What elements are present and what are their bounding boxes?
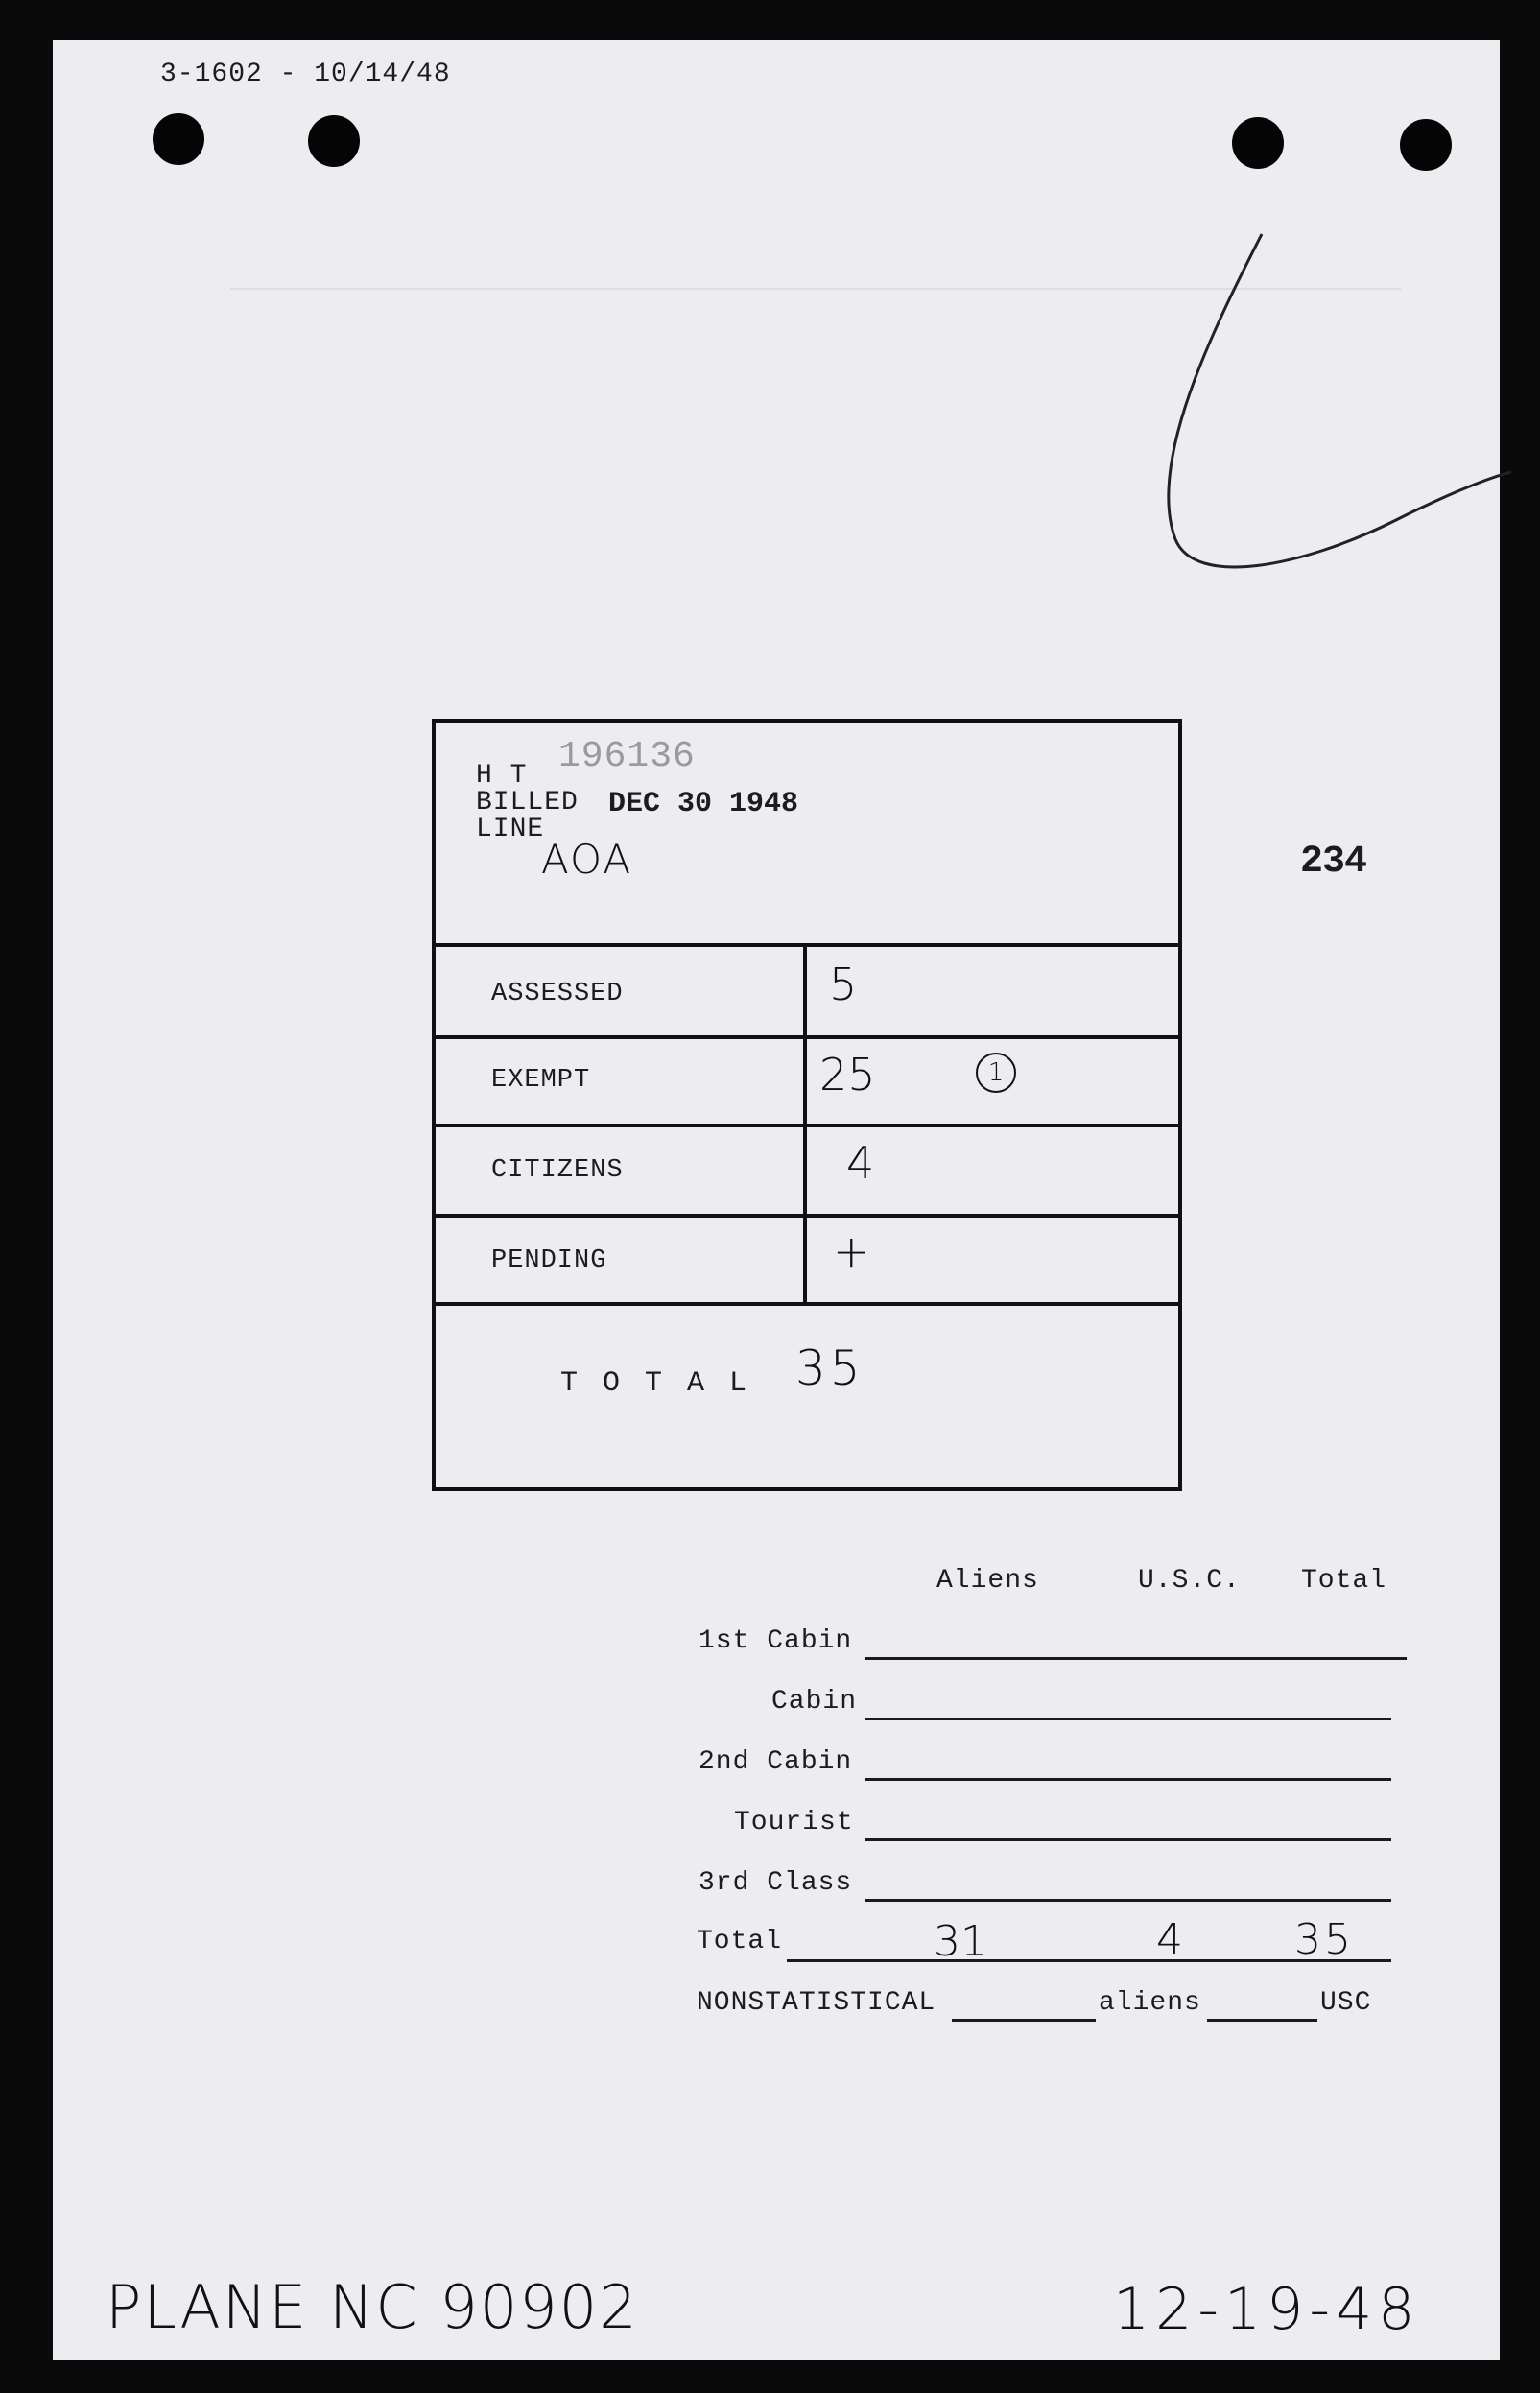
row-value-pending: + <box>833 1225 870 1277</box>
nonstatistical-aliens-label: aliens <box>1099 1988 1201 2018</box>
billed-date-stamp: DEC 30 1948 <box>608 788 799 820</box>
row-label-exempt: EXEMPT <box>491 1066 591 1095</box>
total-usc-value: 4 <box>1156 1915 1183 1964</box>
row-value-exempt: 25 <box>819 1049 876 1101</box>
row-label-pending: PENDING <box>491 1246 607 1275</box>
head-tax-box <box>432 719 1182 1491</box>
fill-line <box>865 1899 1391 1902</box>
nonstatistical-usc-label: USC <box>1320 1988 1372 2018</box>
circled-mark: 1 <box>976 1053 1016 1093</box>
row-label-tourist: Tourist <box>734 1808 854 1837</box>
ht-number-stamp: 196136 <box>558 736 696 777</box>
divider <box>436 1214 1178 1218</box>
form-number: 3-1602 - 10/14/48 <box>160 59 451 89</box>
total-label: T O T A L <box>560 1367 751 1400</box>
row-label-citizens: CITIZENS <box>491 1156 624 1185</box>
document-sheet <box>53 40 1500 2360</box>
row-label-cabin: Cabin <box>771 1687 858 1717</box>
total-total-value: 35 <box>1294 1915 1354 1964</box>
fill-line <box>865 1838 1391 1841</box>
column-header-aliens: Aliens <box>936 1566 1039 1596</box>
column-divider <box>803 945 807 1302</box>
punch-hole-1 <box>153 113 204 165</box>
row-value-assessed: 5 <box>829 959 858 1010</box>
pen-stroke-mark <box>1108 184 1511 616</box>
column-header-usc: U.S.C. <box>1138 1566 1241 1596</box>
fill-line <box>865 1778 1391 1781</box>
divider <box>436 943 1178 947</box>
fill-line <box>865 1718 1391 1720</box>
date-note: 12-19-48 <box>1113 2276 1421 2343</box>
line-value: AOA <box>541 836 633 883</box>
punch-hole-2 <box>308 115 360 167</box>
billed-label: BILLED <box>476 788 579 817</box>
row-label-3rd-class: 3rd Class <box>699 1868 853 1898</box>
total-value: 35 <box>795 1340 865 1396</box>
punch-hole-4 <box>1400 119 1452 171</box>
column-header-total: Total <box>1301 1566 1387 1596</box>
page-number: 234 <box>1300 841 1367 884</box>
ht-label: H T <box>476 761 528 791</box>
divider <box>436 1124 1178 1127</box>
nonstatistical-label: NONSTATISTICAL <box>697 1988 936 2018</box>
row-label-2nd-cabin: 2nd Cabin <box>699 1747 853 1777</box>
fill-line <box>1207 2019 1317 2022</box>
divider <box>436 1302 1178 1306</box>
fill-line <box>952 2019 1096 2022</box>
row-label-total: Total <box>697 1927 783 1956</box>
line-label: LINE <box>476 815 545 844</box>
punch-hole-3 <box>1232 117 1284 169</box>
total-aliens-value: 31 <box>934 1917 987 1966</box>
plane-note: PLANE NC 90902 <box>106 2272 639 2342</box>
row-value-citizens: 4 <box>846 1137 875 1189</box>
row-label-1st-cabin: 1st Cabin <box>699 1626 853 1656</box>
row-label-assessed: ASSESSED <box>491 980 624 1008</box>
divider <box>436 1035 1178 1039</box>
fill-line <box>865 1657 1407 1660</box>
